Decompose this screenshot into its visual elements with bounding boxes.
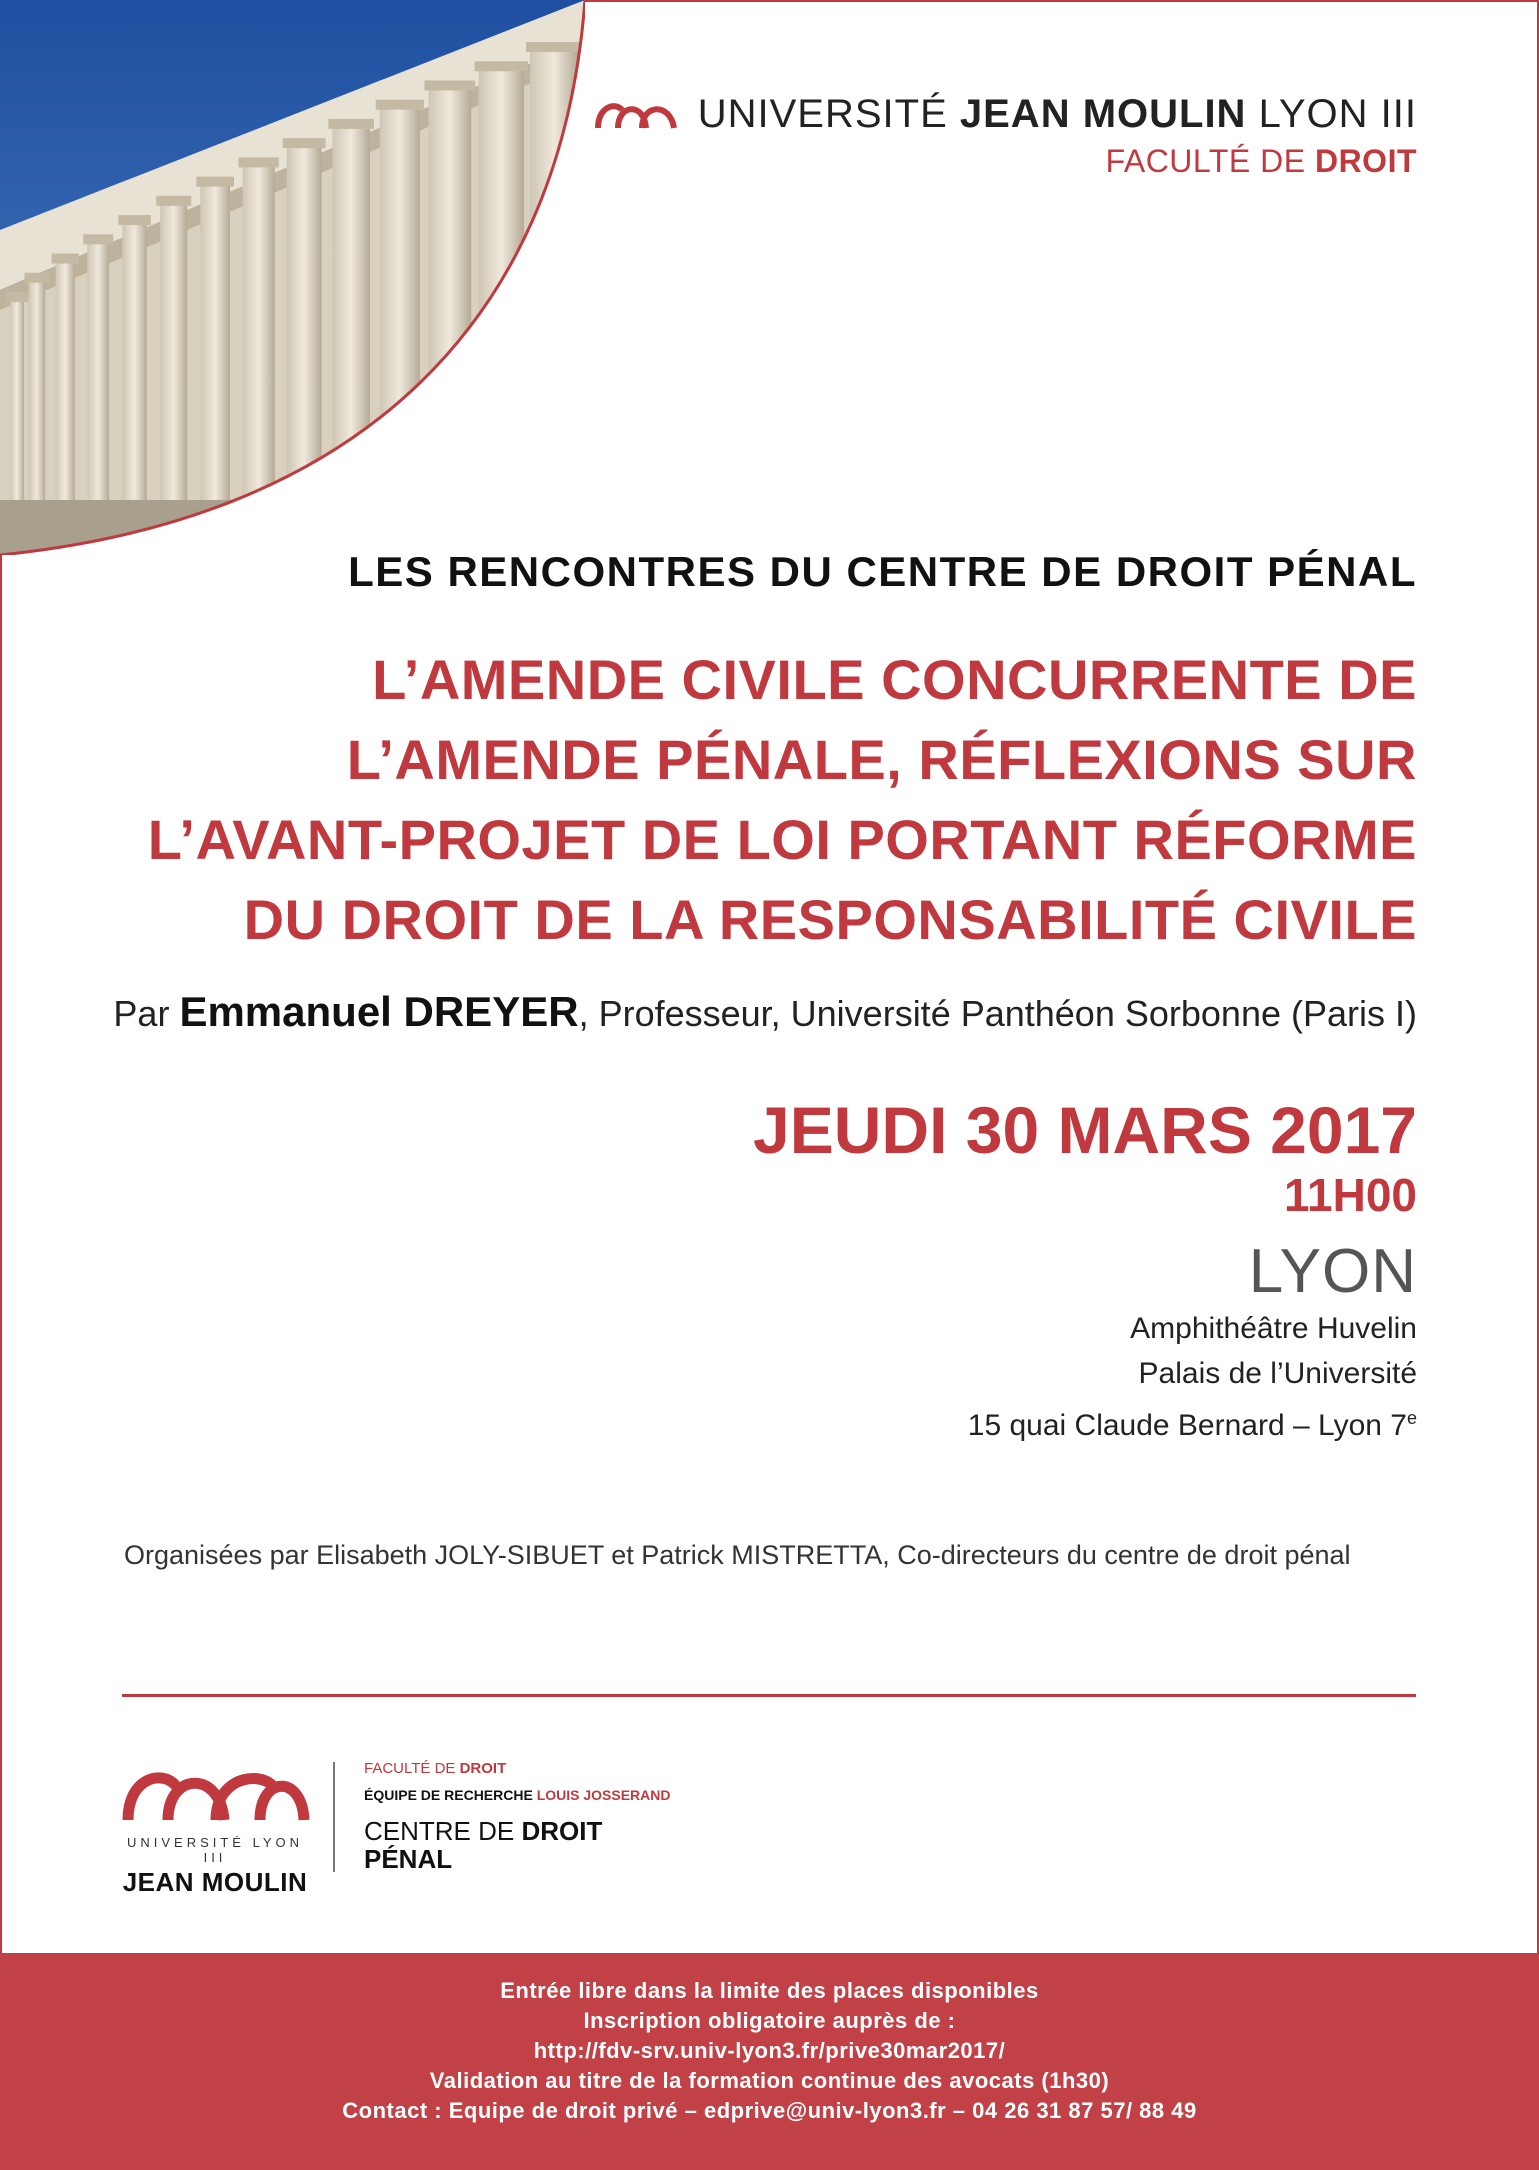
- column: [10, 300, 24, 520]
- column-capital: [118, 215, 150, 225]
- column-capital: [25, 273, 50, 283]
- column: [428, 88, 471, 520]
- faculty-name: FACULTÉ DE DROIT: [1105, 143, 1417, 179]
- speaker-name: Emmanuel DREYER: [179, 988, 579, 1035]
- colonnade-photo: [0, 0, 585, 555]
- column: [479, 69, 524, 520]
- column-capital: [283, 138, 326, 148]
- event-date: JEUDI 30 MARS 2017: [753, 1093, 1417, 1167]
- column: [243, 165, 275, 520]
- university-name: UNIVERSITÉ JEAN MOULIN LYON III: [697, 92, 1417, 136]
- column: [29, 281, 46, 520]
- centre-droit-penal-logo: [364, 1760, 671, 1873]
- event-address: [968, 1306, 1417, 1448]
- divider: [122, 1694, 1416, 1697]
- series-title: LES RENCONTRES DU CENTRE DE DROIT PÉNAL: [348, 548, 1417, 595]
- footer-info: [0, 1953, 1539, 2170]
- column: [87, 242, 109, 520]
- column-capital: [52, 254, 79, 264]
- event-city: LYON: [1248, 1237, 1417, 1306]
- venue: Amphithéâtre Huvelin: [1130, 1312, 1417, 1345]
- speaker-prefix: Par: [113, 993, 170, 1034]
- header-logo: [594, 92, 1417, 180]
- cdp-centre: CENTRE DE DROIT PÉNAL: [364, 1816, 603, 1874]
- column-capital: [83, 234, 113, 244]
- footer-line: Validation au titre de la formation continue des avocats (1h30): [429, 2068, 1110, 2093]
- jean-moulin-arches-icon: [120, 1762, 310, 1824]
- column-capital: [475, 61, 528, 71]
- contact-line[interactable]: Contact : Equipe de droit privé – edprive@univ-lyon3.fr – 04 26 31 87 57/ 88 49: [342, 2098, 1197, 2123]
- jean-moulin-arches-icon: [594, 98, 684, 132]
- column-capital: [328, 119, 374, 129]
- cdp-team: ÉQUIPE DE RECHERCHE LOUIS JOSSERAND: [364, 1787, 671, 1803]
- talk-title: [97, 640, 1417, 960]
- talk-title-line: L’AMENDE CIVILE CONCURRENTE DE: [372, 648, 1417, 711]
- jm-logo-small: UNIVERSITÉ LYON III: [126, 1835, 304, 1865]
- street: 15 quai Claude Bernard – Lyon 7e: [967, 1408, 1417, 1442]
- cdp-faculty: FACULTÉ DE DROIT: [364, 1760, 507, 1777]
- column: [332, 127, 370, 520]
- column-capital: [376, 100, 424, 110]
- column: [56, 262, 75, 520]
- column-capital: [156, 196, 191, 206]
- speaker-role: , Professeur, Université Panthéon Sorbonne (Paris I): [578, 993, 1417, 1034]
- column-capital: [526, 42, 582, 52]
- footer-line: Inscription obligatoire auprès de :: [583, 2008, 956, 2033]
- registration-link[interactable]: http://fdv-srv.univ-lyon3.fr/prive30mar2017/: [533, 2038, 1006, 2063]
- column-capital: [6, 292, 28, 302]
- column: [287, 146, 322, 520]
- jean-moulin-logo: [120, 1762, 310, 1898]
- building: Palais de l’Université: [1138, 1357, 1417, 1390]
- column: [530, 50, 578, 520]
- speaker-line: [113, 988, 1417, 1036]
- column: [122, 223, 146, 520]
- column: [200, 185, 230, 520]
- column-capital: [196, 177, 234, 187]
- talk-title-line: L’AVANT-PROJET DE LOI PORTANT RÉFORME: [147, 808, 1417, 871]
- column: [380, 108, 420, 520]
- column: [160, 204, 187, 520]
- talk-title-line: L’AMENDE PÉNALE, RÉFLEXIONS SUR: [346, 728, 1417, 791]
- logo-separator: [333, 1762, 335, 1872]
- organizers: Organisées par Elisabeth JOLY-SIBUET et Patrick MISTRETTA, Co-directeurs du centre de droit pénal: [124, 1540, 1351, 1570]
- column-capital: [239, 157, 279, 167]
- column-capital: [424, 80, 475, 90]
- footer-line: Entrée libre dans la limite des places disponibles: [500, 1978, 1039, 2003]
- jm-logo-big: JEAN MOULIN: [122, 1867, 308, 1897]
- talk-title-line: DU DROIT DE LA RESPONSABILITÉ CIVILE: [243, 888, 1417, 951]
- event-time: 11H00: [1283, 1169, 1417, 1221]
